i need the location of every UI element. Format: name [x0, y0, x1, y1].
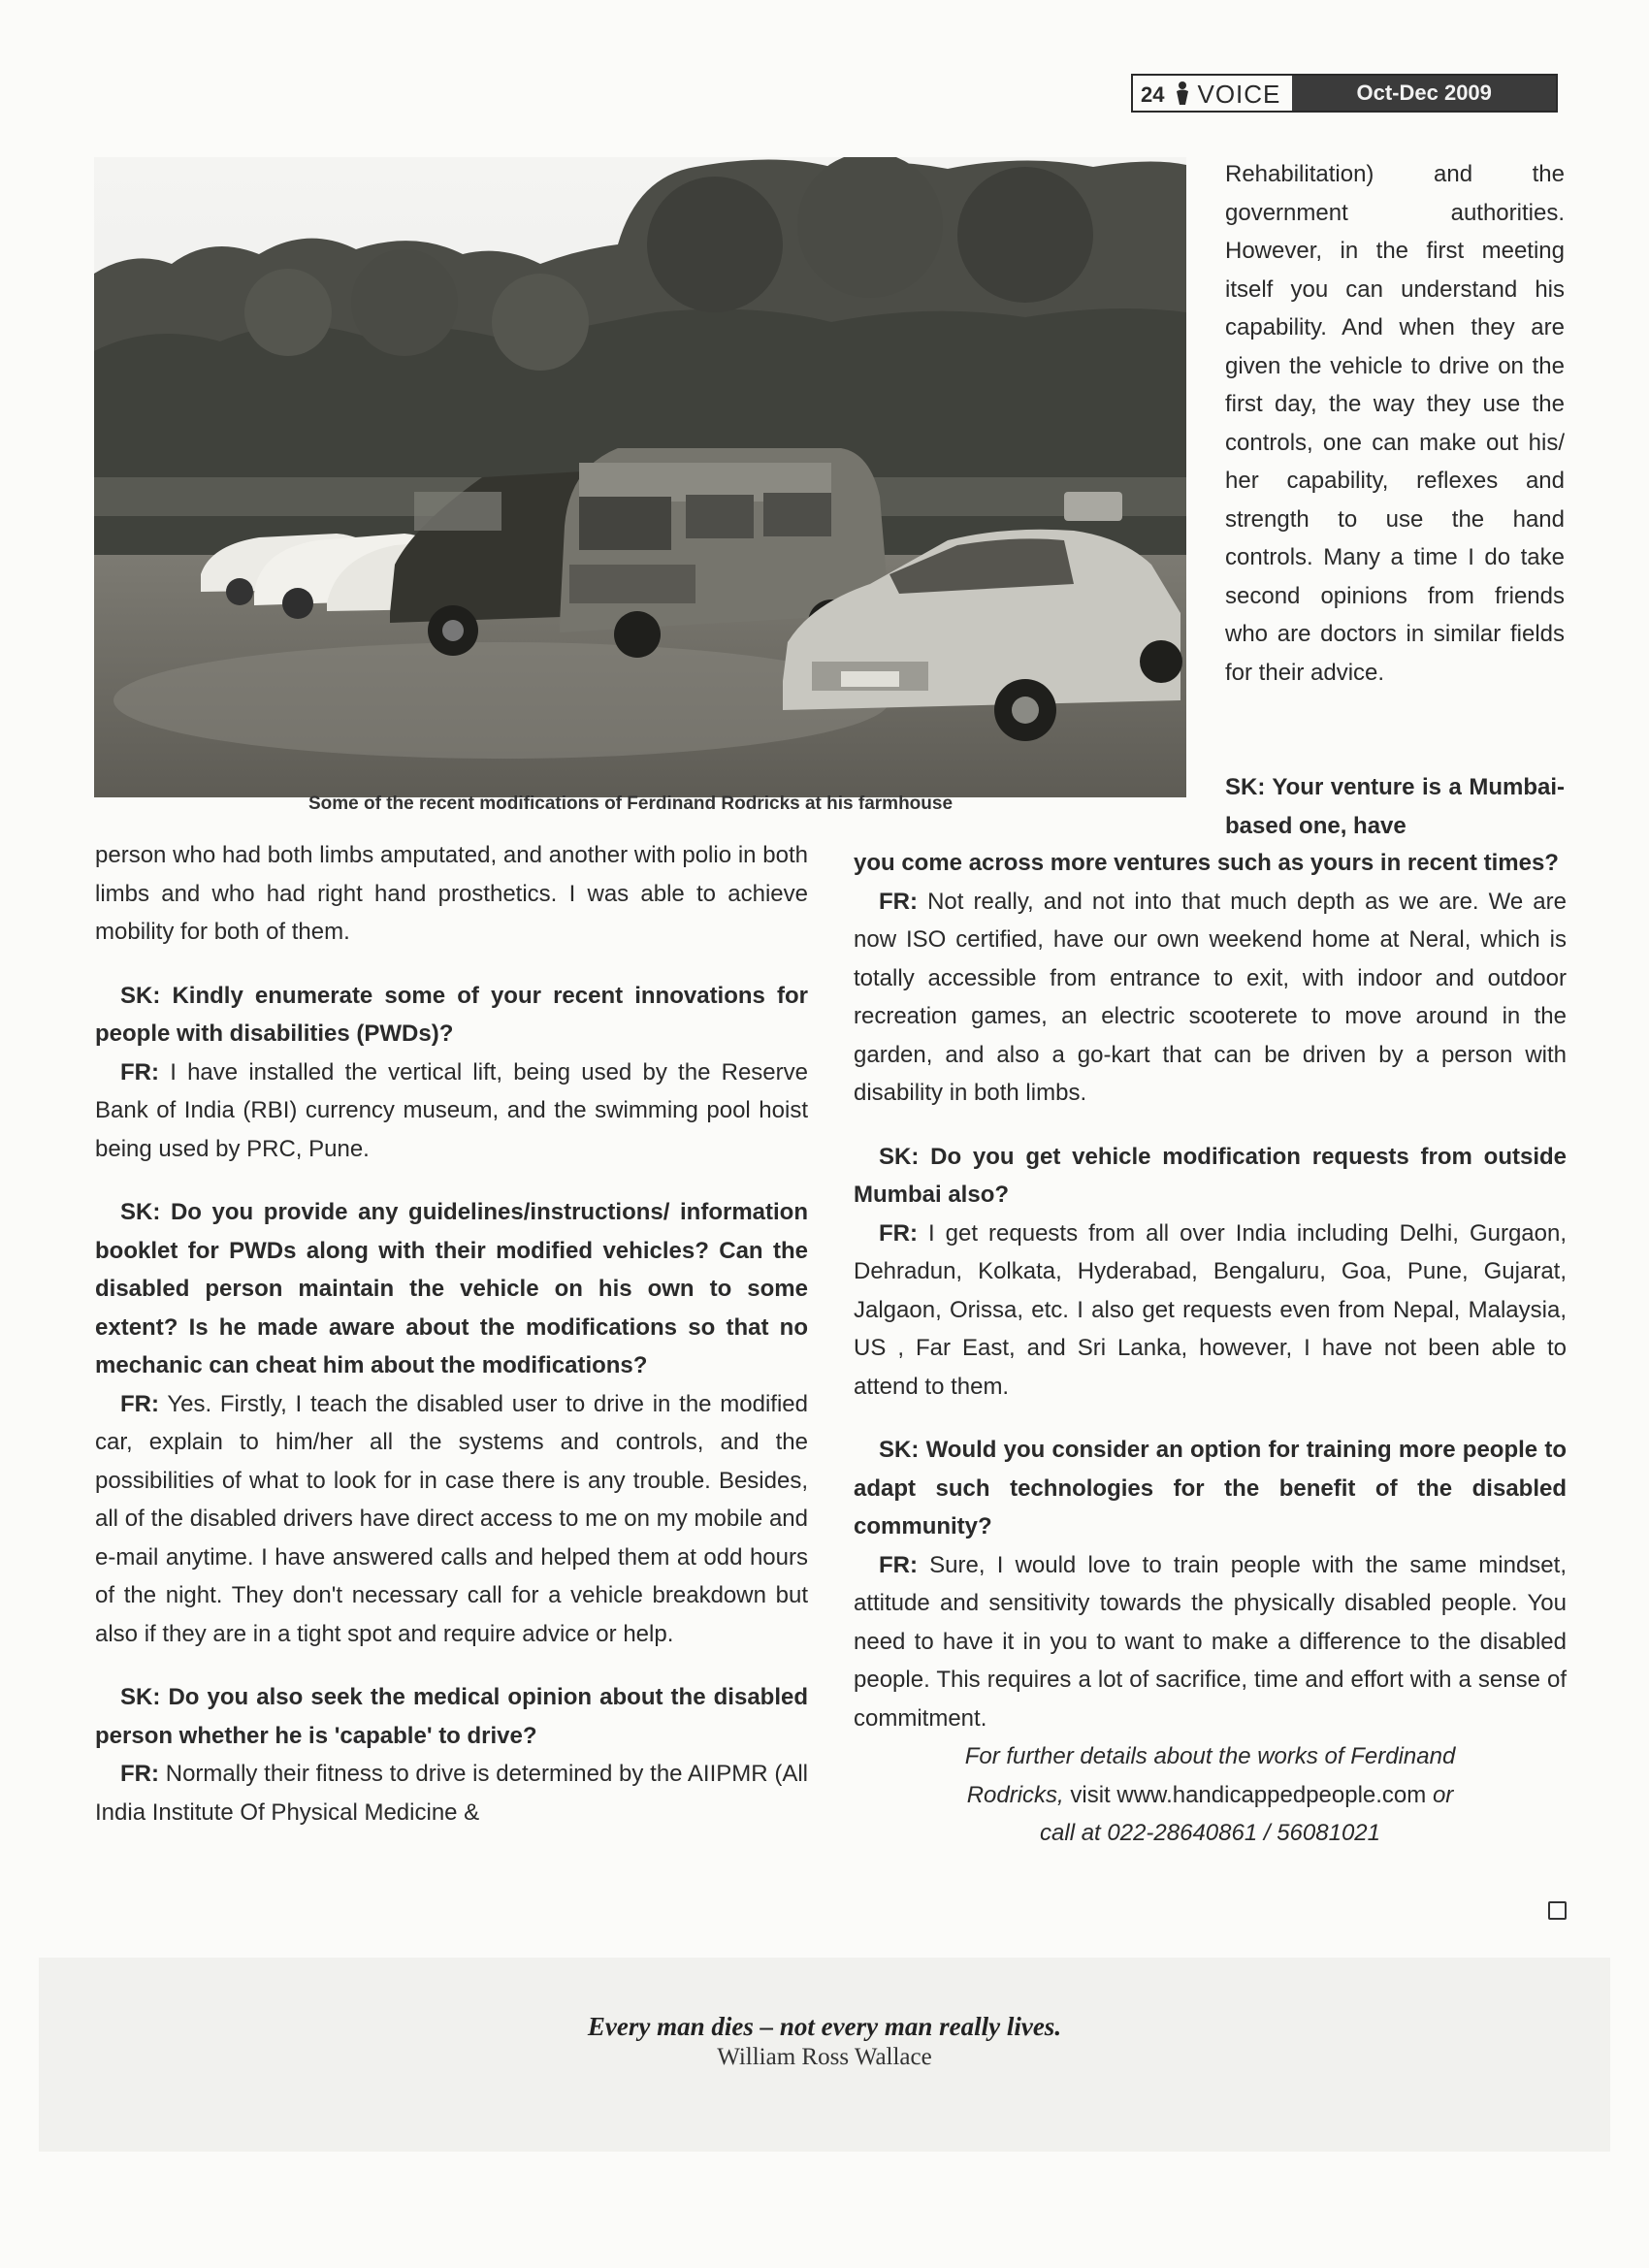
answer-outside-mumbai [854, 1215, 1567, 1407]
answer-text: Normally their fitness to drive is determined by the AIIPMR (All India Institute Of Physical Medicine & [95, 1761, 809, 1826]
question-text: Do you also seek the medical opinion about the disabled person whether he is 'capable' to drive? [95, 1684, 809, 1749]
further-details [854, 1737, 1567, 1853]
speaker-tag: FR: [879, 888, 918, 915]
article-right-column [854, 844, 1567, 1853]
speaker-tag: FR: [879, 1219, 918, 1247]
answer-guidelines [95, 1385, 808, 1654]
speaker-tag: SK: [120, 1199, 161, 1225]
voice-logo-icon [1170, 76, 1195, 111]
page-number: 24 [1141, 82, 1165, 107]
answer-text: Sure, I would love to train people with the same mindset, attitude and sensitivity towards the physically disabled people. You need to have it in you to want to make a difference to the disabled people. This requires a lot of sacrifice, time and effort with a sense of commitment. [854, 1551, 1567, 1732]
speaker-tag: SK: [120, 1684, 161, 1710]
magazine-name: VOICE [1197, 80, 1281, 109]
answer-training [854, 1546, 1567, 1738]
answer-text: Not really, and not into that much depth as we are. We are now ISO certified, have our own weekend home at Neral, which is totally accessible from entrance to exit, with indoor and outdoor recreation games, an electric scooterete to move around in the garden, and also a go-kart that can be driven by a person with disability in both limbs. [854, 888, 1567, 1106]
question-text: Kindly enumerate some of your recent innovations for people with disabilities (PWDs)? [95, 982, 808, 1047]
speaker-tag: FR: [120, 1390, 159, 1417]
question-medical-opinion [95, 1678, 808, 1755]
answer-mumbai-venture [854, 883, 1567, 1113]
phone-numbers: call at 022-28640861 / 56081021 [1040, 1820, 1380, 1846]
footer-quote [0, 2012, 1649, 2071]
speaker-tag: SK: [879, 1437, 920, 1463]
article-left-column [95, 836, 808, 1831]
answer-text: I have installed the vertical lift, being used by the Reserve Bank of India (RBI) currency museum, and the swimming pool hoist being used by PRC, Pune. [95, 1058, 808, 1162]
answer-text: I get requests from all over India including Delhi, Gurgaon, Dehradun, Kolkata, Hyderabad, Bengaluru, Goa, Pune, Gujarat, Jalgaon, Orissa, etc. I also get requests even from Nepal, Malaysia, US , Far East, and Sri Lanka, however, I have not been able to attend to them. [854, 1219, 1568, 1400]
question-mumbai-continued: you come across more ventures such as yours in recent times? [854, 850, 1559, 876]
further-details-line [854, 1776, 1567, 1815]
photo-caption: Some of the recent modifications of Ferdinand Rodricks at his farmhouse [307, 794, 954, 814]
question-guidelines [95, 1193, 808, 1385]
answer-text: Yes. Firstly, I teach the disabled user to drive in the modified car, explain to him/her all the systems and controls, and the possibilities of what to look for in case there is any trouble. Besides, all of the disabled drivers have direct access to me on my mobile and e-mail anytime. I have answered calls and helped them at odd hours of the night. They don't necessary call for a vehicle breakdown but also if they are in a tight spot and require advice or help. [95, 1390, 808, 1647]
end-of-article-icon [1548, 1901, 1567, 1920]
answer-medical-opinion [95, 1755, 808, 1831]
question-text: Do you get vehicle modification requests from outside Mumbai also? [854, 1143, 1567, 1208]
answer-innovations [95, 1053, 808, 1169]
further-details-line: For further details about the works of Ferdinand [964, 1743, 1456, 1769]
question-innovations [95, 977, 808, 1053]
further-details-or: or [1432, 1781, 1454, 1808]
further-details-name: Rodricks, [966, 1781, 1064, 1808]
speaker-tag: FR: [120, 1058, 159, 1085]
continued-paragraph: Rehabilitation) and the government authorities. However, in the first meeting itself you can understand his capability. And when they are given the vehicle to drive on the first day, the way they use the controls, one can make out his/ her capability, reflexes and strength to use the hand controls. Many a time I do take second opinions from friends who are doctors in similar fields for their advice. [1225, 161, 1565, 686]
speaker-tag: SK: [1225, 774, 1266, 800]
vehicles-photo [94, 157, 1186, 797]
speaker-tag: FR: [879, 1551, 918, 1578]
quote-text: Every man dies – not every man really lives. [587, 2012, 1062, 2041]
question-outside-mumbai [854, 1138, 1567, 1215]
continued-paragraph-left: person who had both limbs amputated, and another with polio in both limbs and who had right hand prosthetics. I was able to achieve mobility for both of them. [95, 842, 808, 945]
page-header [1131, 74, 1558, 113]
question-mumbai-venture [1225, 768, 1565, 845]
speaker-tag: FR: [120, 1761, 159, 1787]
quote-author: William Ross Wallace [717, 2044, 932, 2070]
website-link[interactable]: visit www.handicappedpeople.com [1070, 1781, 1427, 1808]
speaker-tag: SK: [879, 1143, 920, 1170]
article-text-top-right [1225, 155, 1565, 692]
question-training [854, 1431, 1567, 1546]
question-text: Would you consider an option for training more people to adapt such technologies for the benefit of the disabled community? [854, 1437, 1568, 1539]
question-start: Your venture is a Mumbai-based one, have [1225, 774, 1565, 839]
question-text: Do you provide any guidelines/instructions/ information booklet for PWDs along with their modified vehicles? Can the disabled person maintain the vehicle on his own to some extent? Is he made aware about the modifications so that no mechanic can cheat him about the modifications? [95, 1199, 808, 1378]
issue-date: Oct-Dec 2009 [1292, 76, 1556, 111]
speaker-tag: SK: [120, 982, 161, 1009]
